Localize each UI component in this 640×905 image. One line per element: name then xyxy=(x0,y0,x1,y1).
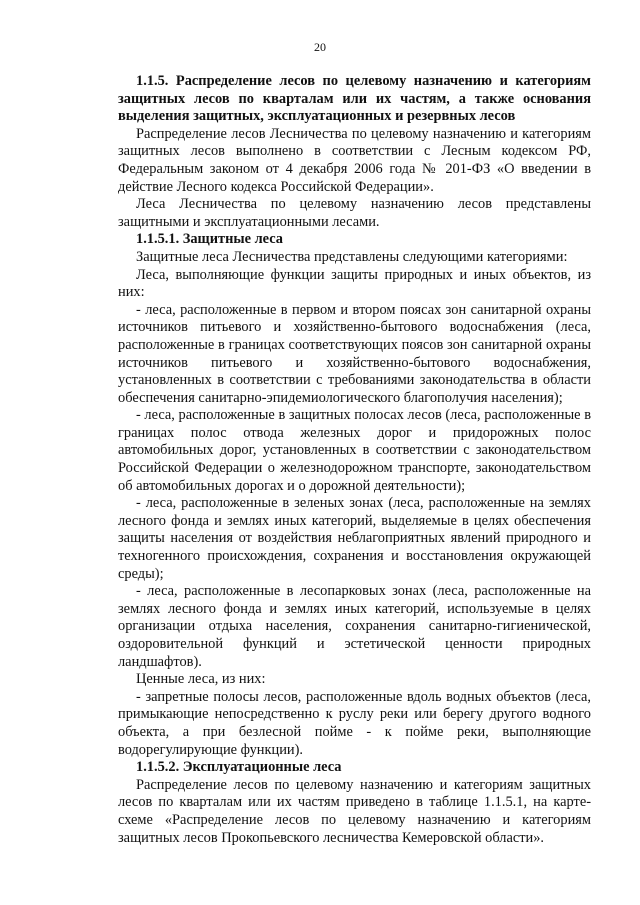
list-item: - леса, расположенные в лесопарковых зонах (леса, расположенные на землях лесного фонда и землях иных категорий, используемые в целях организации отдыха населения, сохранения санитарно-гигиенической, оздоровительной функций и эстетической ценности природных ландшафтов). xyxy=(118,583,591,670)
list-item: - запретные полосы лесов, расположенные вдоль водных объектов (леса, примыкающие непосредственно к руслу реки или берегу другого водного объекта, а при безлесной пойме - к пойме реки, выполняющие водорегулирующие функции). xyxy=(118,688,591,758)
paragraph: Защитные леса Лесничества представлены следующими категориями: xyxy=(136,248,568,265)
section-heading: 1.1.5. Распределение лесов по целевому назначению и категориям защитных лесов по кварталам или их частям, а также основания выделения защитных, эксплуатационных и резервных лесов xyxy=(118,73,591,125)
paragraph: Леса Лесничества по целевому назначению лесов представлены защитными и эксплуатационными лесами. xyxy=(118,196,591,230)
paragraph: Распределение лесов по целевому назначению и категориям защитных лесов по кварталам или их частям приведено в таблице 1.1.5.1, на карте-схеме «Распределение лесов по целевому назначению и категориям защитных лесов Прокопьевского лесничества Кемеровской области». xyxy=(118,776,591,846)
subsection-heading-protective: 1.1.5.1. Защитные леса xyxy=(136,231,283,248)
paragraph: Распределение лесов Лесничества по целевому назначению и категориям защитных лесов выполнено в соответствии с Лесным кодексом РФ, Федеральным законом от 4 декабря 2006 года № 201-ФЗ «О введении в действие Лесного кодекса Российской Федерации». xyxy=(118,125,591,195)
paragraph: Ценные леса, из них: xyxy=(136,671,266,688)
document-body xyxy=(118,73,591,847)
subsection-heading-exploitation: 1.1.5.2. Эксплуатационные леса xyxy=(136,759,342,776)
list-item: - леса, расположенные в зеленых зонах (леса, расположенные на землях лесного фонда и землях иных категорий, выделяемые в целях обеспечения защиты населения от воздействия неблагоприятных явлений природного и техногенного происхождения, сохранения и восстановления окружающей среды); xyxy=(118,495,591,582)
list-item: - леса, расположенные в первом и втором поясах зон санитарной охраны источников питьевого и хозяйственно-бытового водоснабжения (леса, расположенные в границах соответствующих поясов зон санитарной охраны источников питьевого и хозяйственно-бытового водоснабжения, установленных в соответствии с требованиями законодательства в области обеспечения санитарно-эпидемиологического благополучия населения); xyxy=(118,301,591,406)
list-item: - леса, расположенные в защитных полосах лесов (леса, расположенные в границах полос отвода железных дорог и придорожных полос автомобильных дорог, установленных в соответствии с законодательством Российской Федерации о железнодорожном транспорте, законодательством об автомобильных дорогах и о дорожной деятельности); xyxy=(118,407,591,494)
paragraph: Леса, выполняющие функции защиты природных и иных объектов, из них: xyxy=(118,266,591,301)
page-number: 20 xyxy=(314,40,326,54)
